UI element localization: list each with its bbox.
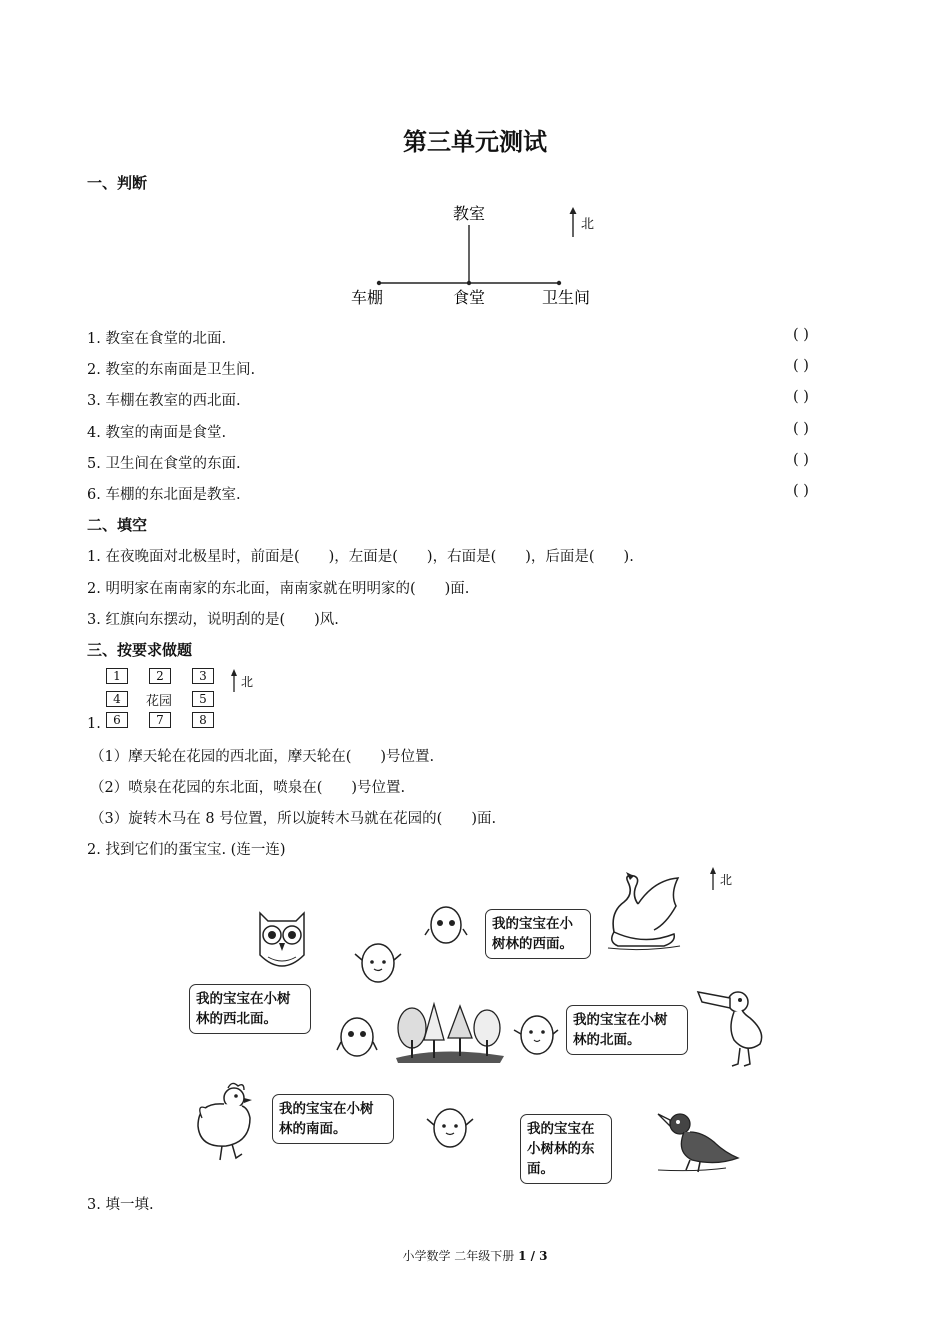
- answer-paren-4[interactable]: ( ): [793, 421, 809, 437]
- answer-paren-6[interactable]: ( ): [793, 483, 809, 499]
- forest-icon: [392, 1000, 508, 1064]
- q1-item-3: （3）旋转木马在 8 号位置，所以旋转木马就在花园的( )面.: [90, 811, 497, 827]
- pelican-speech-bubble: 我的宝宝在小树 林的北面。: [566, 1005, 688, 1055]
- map-label-canteen: 食堂: [452, 288, 486, 307]
- footer-subject: 小学数学 二年级下册: [402, 1249, 519, 1263]
- grid-cell-5: 5: [192, 691, 214, 707]
- map-label-classroom: 教室: [452, 204, 486, 223]
- map-dot-center: [467, 281, 471, 285]
- section-heading-tasks: 三、按要求做题: [87, 641, 193, 659]
- answer-paren-3[interactable]: ( ): [793, 389, 809, 405]
- map-dot-left: [377, 281, 381, 285]
- judge-item-2: 2. 教室的东南面是卫生间.: [87, 362, 256, 378]
- swan-icon[interactable]: [604, 872, 684, 952]
- judge-item-4: 4. 教室的南面是食堂.: [87, 425, 227, 441]
- judge-item-6: 6. 车棚的东北面是教室.: [87, 487, 241, 503]
- crow-icon[interactable]: [656, 1108, 742, 1174]
- svg-text:北: 北: [720, 873, 733, 887]
- judge-item-3: 3. 车棚在教室的西北面.: [87, 393, 241, 409]
- grid-cell-3: 3: [192, 668, 214, 684]
- answer-paren-1[interactable]: ( ): [793, 327, 809, 343]
- section-heading-fill: 二、填空: [87, 516, 148, 534]
- map-dot-right: [557, 281, 561, 285]
- q1-item-1: （1）摩天轮在花园的西北面，摩天轮在( )号位置.: [90, 749, 435, 765]
- direction-map: [330, 195, 630, 315]
- grid-cell-4: 4: [106, 691, 128, 707]
- grid-north-arrow-icon: [226, 668, 266, 694]
- q1-number: 1.: [87, 716, 101, 732]
- egg-1-icon[interactable]: [424, 903, 468, 947]
- grid-north-label: 北: [241, 675, 254, 689]
- grid-cell-garden: 花园: [146, 694, 173, 709]
- answer-paren-2[interactable]: ( ): [793, 358, 809, 374]
- egg-4-icon[interactable]: [510, 1010, 560, 1058]
- fill-item-1: 1. 在夜晚面对北极星时，前面是( )，左面是( )，右面是( )，后面是( ).: [87, 549, 634, 565]
- answer-paren-5[interactable]: ( ): [793, 452, 809, 468]
- grid-cell-7: 7: [149, 712, 171, 728]
- pelican-icon[interactable]: [690, 988, 770, 1072]
- grid-cell-2: 2: [149, 668, 171, 684]
- page-title: 第三单元测试: [403, 128, 547, 156]
- crow-speech-bubble: 我的宝宝在 小树林的东 面。: [520, 1114, 612, 1184]
- swan-speech-bubble: 我的宝宝在小 树林的西面。: [485, 909, 591, 959]
- grid-cell-1: 1: [106, 668, 128, 684]
- section-heading-judge: 一、判断: [87, 174, 148, 192]
- map-label-restroom: 卫生间: [541, 288, 591, 307]
- q2-north-arrow-icon: [705, 866, 745, 892]
- egg-2-icon[interactable]: [352, 938, 404, 986]
- hen-speech-bubble: 我的宝宝在小树 林的南面。: [272, 1094, 394, 1144]
- owl-speech-bubble: 我的宝宝在小树 林的西北面。: [189, 984, 311, 1034]
- egg-3-icon[interactable]: [334, 1012, 380, 1062]
- q2-text: 2. 找到它们的蛋宝宝. (连一连): [87, 842, 286, 858]
- map-label-bikeshed: 车棚: [350, 288, 384, 307]
- judge-item-1: 1. 教室在食堂的北面.: [87, 331, 227, 347]
- owl-icon[interactable]: [252, 905, 312, 977]
- egg-5-icon[interactable]: [424, 1103, 476, 1151]
- north-label: 北: [581, 217, 595, 232]
- grid-cell-6: 6: [106, 712, 128, 728]
- page-number: 1 / 3: [518, 1249, 548, 1263]
- page-footer: [0, 1247, 950, 1264]
- judge-item-5: 5. 卫生间在食堂的东面.: [87, 456, 241, 472]
- fill-item-2: 2. 明明家在南南家的东北面，南南家就在明明家的( )面.: [87, 581, 470, 597]
- fill-item-3: 3. 红旗向东摆动，说明刮的是( )风.: [87, 612, 339, 628]
- q1-item-2: （2）喷泉在花园的东北面，喷泉在( )号位置.: [90, 780, 406, 796]
- grid-cell-8: 8: [192, 712, 214, 728]
- hen-icon[interactable]: [192, 1078, 264, 1164]
- q3-text: 3. 填一填.: [87, 1197, 154, 1213]
